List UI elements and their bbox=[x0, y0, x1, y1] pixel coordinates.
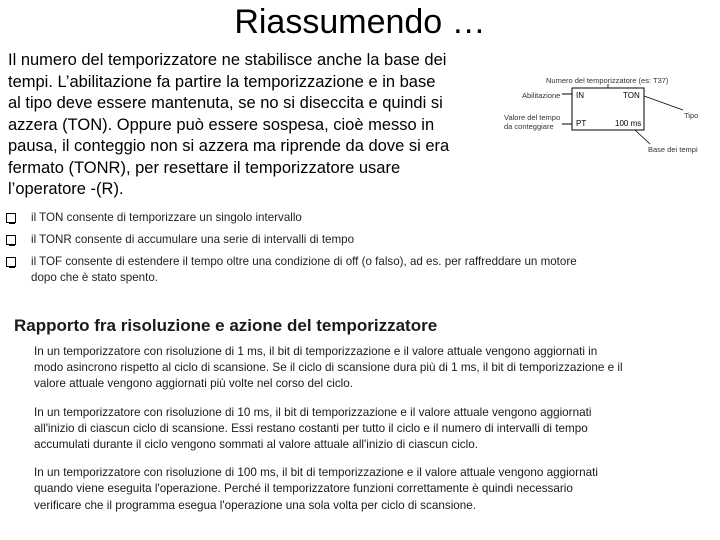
numero-label: Numero del temporizzatore (es: T37) bbox=[546, 76, 669, 85]
bullet-line: il TONR consente di accumulare una serie di intervalli di tempo bbox=[31, 233, 355, 246]
paragraph-line: In un temporizzatore con risoluzione di 100 ms, il bit di temporizzazione e il valore attuale vengono aggiornati bbox=[34, 466, 598, 480]
bullet-line: dopo che è stato spento. bbox=[31, 271, 158, 284]
intro-line: Il numero del temporizzatore ne stabilisce anche la base dei bbox=[8, 51, 447, 69]
paragraph bbox=[34, 405, 714, 454]
intro-text bbox=[8, 50, 496, 201]
paragraph-line: accumulati durante il ciclo vengono sommati al valore attuale all'inizio di ciascun ciclo. bbox=[34, 438, 478, 452]
valore-label-2: da conteggiare bbox=[504, 122, 554, 131]
intro-line: al tipo deve essere mantenuta, se no si diseccita e quindi si bbox=[8, 94, 443, 112]
intro-line: l’operatore -(R). bbox=[8, 180, 124, 198]
ms-label: 100 ms bbox=[615, 119, 642, 128]
paragraph-line: all'inizio di ciascun ciclo di scansione. Essi restano costanti per tutto il ciclo e il numero di intervalli di tempo bbox=[34, 421, 588, 435]
slide-title: Riassumendo … bbox=[234, 3, 486, 41]
paragraph bbox=[34, 465, 714, 514]
intro-line: azzera (TON). Oppure può essere sospesa, cioè messo in bbox=[8, 115, 435, 134]
list-item bbox=[6, 210, 706, 226]
abilitazione-label: Abilitazione bbox=[522, 91, 561, 100]
pt-label: PT bbox=[576, 119, 587, 128]
paragraph-line: In un temporizzatore con risoluzione di 1 ms, il bit di temporizzazione e il valore attuale vengono aggiornati in bbox=[34, 345, 598, 358]
checkbox-bullet-icon bbox=[6, 213, 16, 223]
list-item bbox=[6, 254, 706, 286]
paragraph-line: quando viene eseguita l'operazione. Perché il temporizzatore funzioni correttamente è quindi necessario bbox=[34, 482, 573, 496]
timer-block-svg bbox=[500, 72, 715, 162]
base-label: Base dei tempi bbox=[648, 145, 698, 154]
section-heading: Rapporto fra risoluzione e azione del temporizzatore bbox=[14, 316, 438, 335]
list-item bbox=[6, 232, 706, 248]
base-pointer bbox=[635, 130, 650, 144]
intro-line: pausa, il conteggio non si azzera ma riprende da dove si era bbox=[8, 137, 450, 155]
checkbox-bullet-icon bbox=[6, 257, 16, 267]
paragraph bbox=[34, 344, 714, 393]
tipo-pointer bbox=[644, 96, 683, 110]
checkbox-bullet-icon bbox=[6, 235, 16, 245]
timer-types-list bbox=[6, 210, 706, 292]
in-label: IN bbox=[576, 91, 584, 100]
bullet-line: il TON consente di temporizzare un singolo intervallo bbox=[31, 211, 302, 224]
intro-line: tempi. L’abilitazione fa partire la temporizzazione e in base bbox=[8, 72, 436, 91]
timer-diagram bbox=[500, 72, 715, 162]
bullet-line: il TOF consente di estendere il tempo oltre una condizione di off (o falso), ad es. per raffreddare un motore bbox=[31, 255, 577, 268]
resolution-paragraphs bbox=[34, 344, 714, 526]
paragraph-line: verificare che il programma esegua l'operazione una sola volta per ciclo di scansione. bbox=[34, 498, 477, 512]
paragraph-line: valore attuale vengono aggiornati più volte nel corso del ciclo. bbox=[34, 377, 354, 391]
tipo-label: Tipo bbox=[684, 111, 699, 120]
ton-label: TON bbox=[623, 91, 640, 100]
paragraph-line: modo asincrono rispetto al ciclo di scansione. Se il ciclo di scansione dura più di 1 ms, il bit di temporizzazione e il bbox=[34, 361, 623, 375]
intro-line: fermato (TONR), per resettare il temporizzatore usare bbox=[8, 158, 401, 177]
paragraph-line: In un temporizzatore con risoluzione di 10 ms, il bit di temporizzazione e il valore attuale vengono aggiornati bbox=[34, 405, 592, 419]
valore-label-1: Valore del tempo bbox=[504, 113, 561, 122]
